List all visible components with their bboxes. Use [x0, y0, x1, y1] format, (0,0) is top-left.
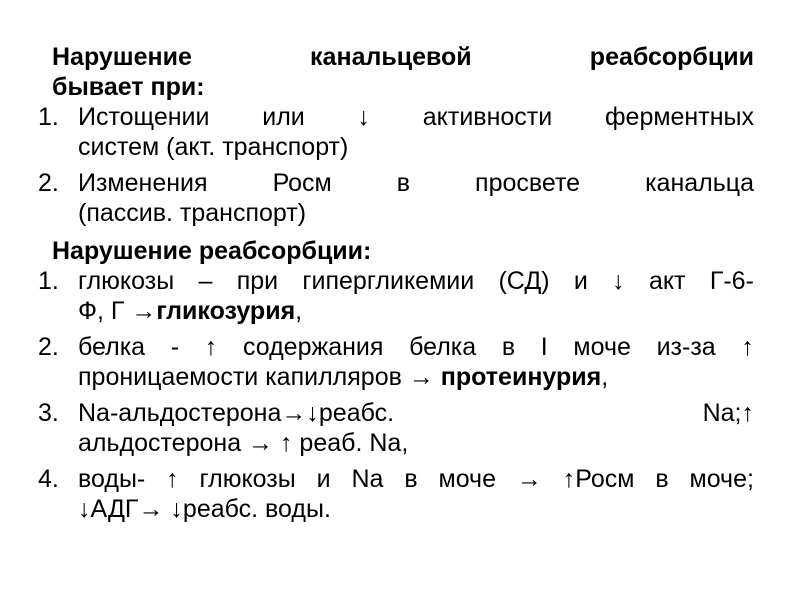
section1-heading-line2: бывает при:: [52, 73, 205, 101]
word: в: [404, 465, 418, 493]
word: Na;↑: [702, 399, 754, 427]
list-item-line: систем (акт. транспорт): [78, 133, 349, 161]
list-item-line: [78, 464, 754, 494]
list-item-line: [78, 362, 754, 392]
list-item-line: [78, 102, 754, 132]
list-item: [38, 398, 754, 458]
arrow-up-glyph: ↑: [204, 333, 218, 361]
word: -: [170, 333, 180, 361]
word: или: [262, 103, 305, 131]
word: в: [396, 169, 411, 197]
word: (СД): [498, 267, 550, 295]
list-item-line: [78, 398, 754, 428]
list-item-line: [78, 266, 754, 296]
word: белка: [409, 333, 477, 361]
section1-list: [38, 102, 754, 228]
section2-heading: [38, 236, 754, 266]
word: Г-6-: [709, 267, 754, 295]
word: канальца: [645, 169, 754, 197]
word: моче: [438, 465, 496, 493]
word: Ф, Г →: [78, 297, 157, 325]
word: ферментных: [604, 103, 754, 131]
word: I: [540, 333, 548, 361]
list-item-line: [78, 332, 754, 362]
word: из-за: [656, 333, 716, 361]
list-item-line: ↓АДГ→ ↓реабс. воды.: [78, 495, 331, 523]
word: белка: [78, 333, 146, 361]
heading-word: Нарушение: [52, 43, 192, 71]
arrow-up-glyph: ↑: [166, 465, 179, 493]
list-item-line: (пассив. транспорт): [78, 199, 307, 227]
list-item-line: альдостерона → ↑ реаб. Na,: [78, 429, 409, 457]
list-item-line: [78, 296, 754, 326]
word: Na: [351, 465, 384, 493]
word: и: [573, 267, 588, 295]
word: глюкозы: [78, 267, 175, 295]
heading-word: канальцевой: [310, 43, 472, 71]
list-item: [38, 464, 754, 524]
list-number: 1.: [38, 267, 59, 295]
word: ,: [295, 297, 303, 325]
word: –: [198, 267, 213, 295]
list-item-line: [78, 168, 754, 198]
word: просвете: [475, 169, 581, 197]
list-item: [38, 266, 754, 326]
list-item-text: [78, 464, 754, 524]
word: ,: [601, 363, 609, 391]
arrow-down-glyph: ↓: [357, 103, 371, 131]
arrow-right-glyph: →: [516, 465, 542, 493]
word: воды-: [78, 465, 146, 493]
word: в: [501, 333, 516, 361]
list-number: 1.: [38, 103, 59, 131]
section2-heading-text: Нарушение реабсорбции:: [52, 237, 372, 265]
section2-list: [38, 266, 754, 524]
word: моче;: [689, 465, 754, 493]
arrow-down-glyph: ↓: [612, 267, 625, 295]
list-item-text: [78, 168, 754, 228]
word: и: [316, 465, 331, 493]
word: Росм: [272, 169, 332, 197]
word: акт: [648, 267, 686, 295]
word: Изменения: [78, 169, 208, 197]
word: активности: [422, 103, 553, 131]
list-number: 3.: [38, 399, 59, 427]
word: в: [655, 465, 669, 493]
word: содержания: [242, 333, 384, 361]
word: проницаемости капилляров →: [78, 363, 441, 391]
list-item-text: [78, 102, 754, 162]
slide-content: [38, 42, 754, 530]
term-glycosuria: гликозурия: [156, 297, 296, 325]
heading-word: реабсорбции: [589, 43, 754, 71]
list-item-text: [78, 398, 754, 458]
list-item: [38, 102, 754, 162]
word: при: [236, 267, 279, 295]
word: Истощении: [78, 103, 210, 131]
section1-heading-line1: [52, 42, 754, 72]
arrow-up-glyph: ↑: [741, 333, 754, 361]
word: Na-альдостерона→↓реабс.: [78, 399, 395, 427]
term-proteinuria: протеинурия: [440, 363, 602, 391]
section1-heading: [38, 42, 754, 102]
list-number: 2.: [38, 169, 59, 197]
list-item-text: [78, 332, 754, 392]
list-item-text: [78, 266, 754, 326]
word: глюкозы: [199, 465, 296, 493]
list-item: [38, 168, 754, 228]
word: моче: [573, 333, 631, 361]
list-item: [38, 332, 754, 392]
word: гипергликемии: [302, 267, 475, 295]
list-number: 2.: [38, 333, 59, 361]
word: ↑Росм: [562, 465, 635, 493]
list-number: 4.: [38, 465, 59, 493]
